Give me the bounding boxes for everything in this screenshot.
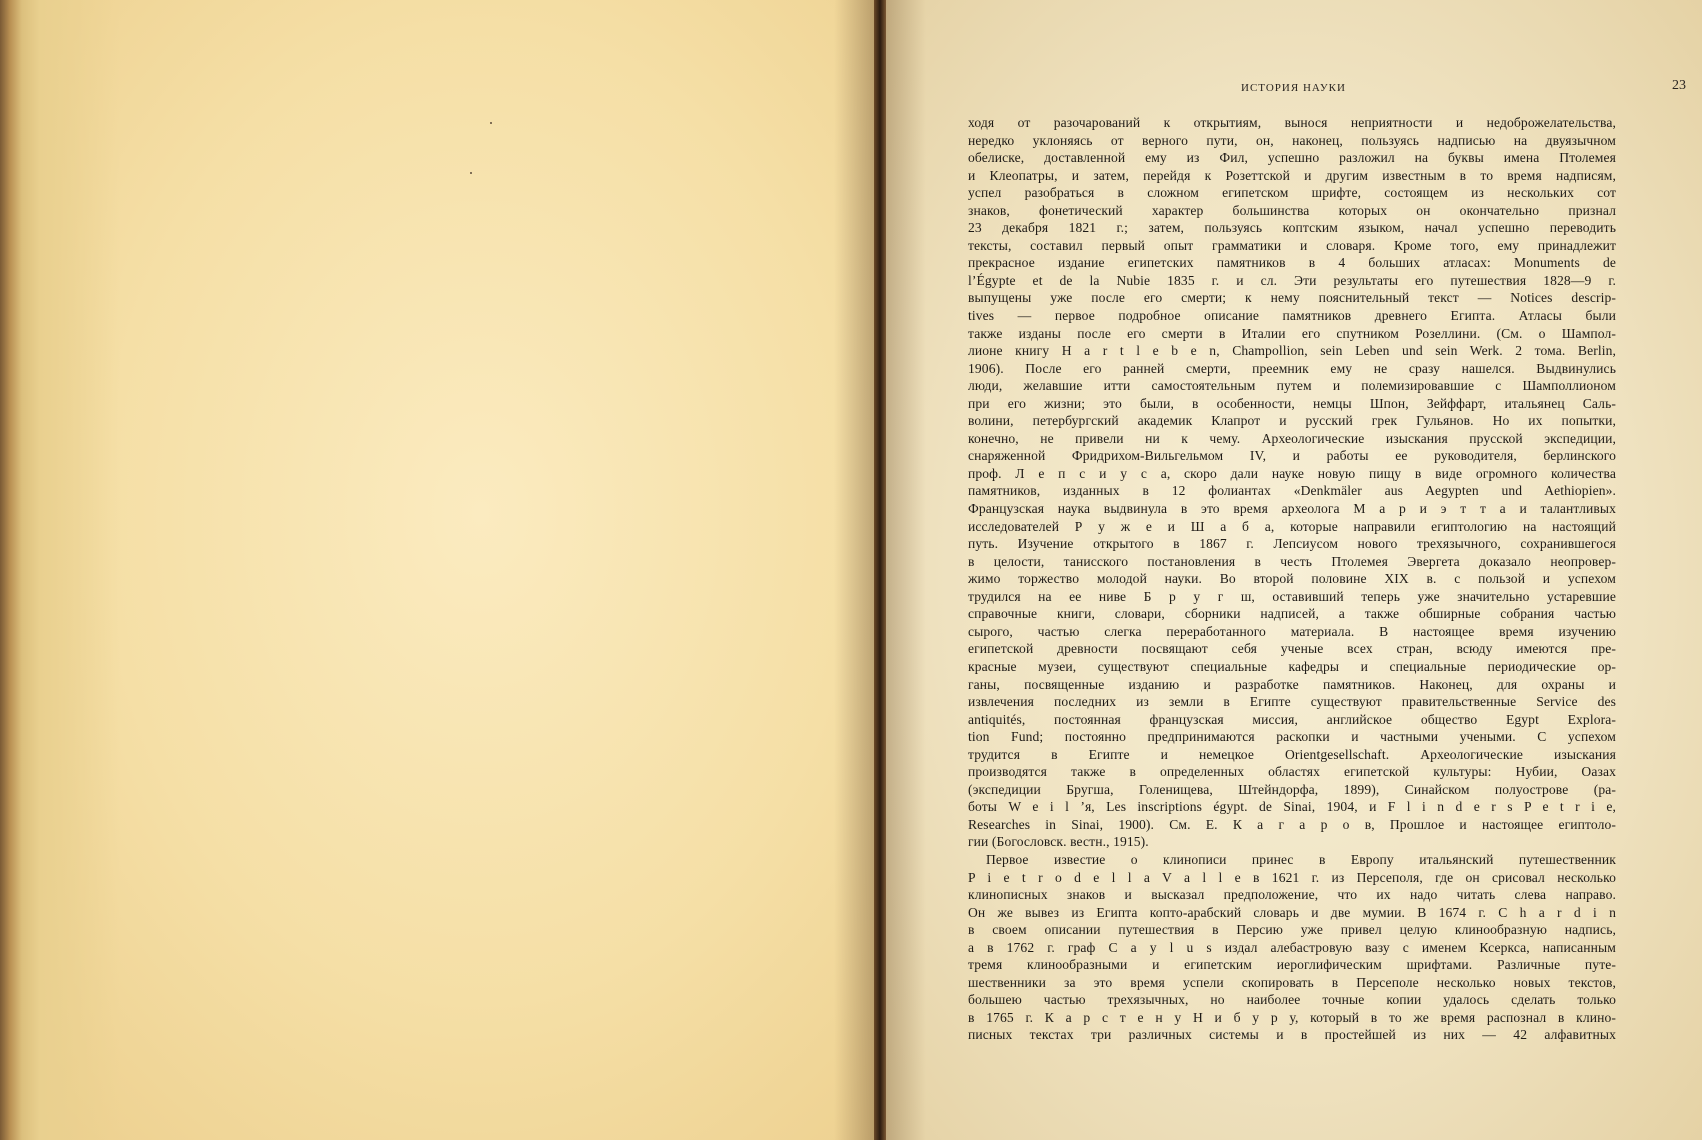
text-line: гии (Богословск. вестн., 1915). [968, 834, 1149, 850]
text-line: памятников, изданных в 12 фолиантах «Denkmäler aus Aegypten und Aethiopien». [968, 483, 1616, 499]
text-line: производятся также в определенных областях египетской культуры: Нубии, Оазах [968, 764, 1616, 780]
text-line: в целости, танисского постановления в честь Птолемея Эвергета доказало неопровер- [968, 553, 1616, 569]
text-line: жимо торжество молодой науки. Во второй половине XIX в. с пользой и успехом [968, 571, 1616, 587]
paper-speck [490, 122, 492, 124]
text-line: tives — первое подробное описание памятников древнего Египта. Атласы были [968, 308, 1616, 324]
text-line: тексты, составил первый опыт грамматики и словаря. Кроме того, ему принадлежит [968, 237, 1616, 253]
text-line: Французская наука выдвинула в это время археолога М а р и э т т а и талантливых [968, 501, 1616, 517]
text-line: проф. Л е п с и у с а, скоро дали науке новую пищу в виде огромного количества [968, 465, 1616, 481]
text-line: при его жизни; это были, в особенности, немцы Шпон, Зейффарт, итальянец Саль- [968, 395, 1616, 411]
text-line: извлечения последних из земли в Египте существуют правительственные Service des [968, 694, 1616, 710]
text-line: в 1765 г. К а р с т е н у Н и б у р у, который в то же время распознал в клино- [968, 1009, 1616, 1025]
text-line: большею частью трехязычных, но наиболее точные копии удалось сделать только [968, 992, 1616, 1008]
text-line: трудится в Египте и немецкое Orientgesellschaft. Археологические изыскания [968, 746, 1616, 762]
text-line: сырого, частью слегка переработанного материала. В настоящее время изучению [968, 623, 1616, 639]
text-line: выпущены уже после его смерти; к нему пояснительный текст — Notices descrip- [968, 290, 1616, 306]
text-line: и Клеопатры, и затем, перейдя к Розеттской и другим известным в то время надписям, [968, 167, 1616, 183]
text-line: нередко уклоняясь от верного пути, он, наконец, пользуясь надписью на двуязычном [968, 132, 1616, 148]
right-page [886, 0, 1702, 1140]
text-line: ганы, посвященные изданию и разработке памятников. Наконец, для охраны и [968, 676, 1616, 692]
text-line: в своем описании путешествия в Персию уже привел целую клинообразную надпись, [968, 922, 1616, 938]
text-line: P i e t r o d e l l a V a l l e в 1621 г. из Персеполя, где он срисовал несколько [968, 869, 1616, 885]
text-line: снаряженной Фридрихом-Вильгельмом IV, и работы ее руководителя, берлинского [968, 448, 1616, 464]
text-line: l’Égypte et de la Nubie 1835 г. и сл. Эти результаты его путешествия 1828—9 г. [968, 272, 1616, 288]
text-line: шественники за это время успели скопировать в Персеполе несколько новых текстов, [968, 974, 1616, 990]
text-line: 1906). После его ранней смерти, преемник ему не сразу нашелся. Выдвинулись [968, 360, 1616, 376]
text-line: боты W e i l ’я, Les inscriptions égypt. de Sinai, 1904, и F l i n d e r s P e t r i e, [968, 799, 1616, 815]
text-line: красные музеи, существуют специальные кафедры и специальные периодические ор- [968, 658, 1616, 674]
text-line: (экспедиции Бругша, Голенищева, Штейндорфа, 1899), Синайском полуострове (ра- [968, 781, 1616, 797]
text-line: исследователей Р у ж е и Ш а б а, которые направили египтологию на настоящий [968, 518, 1616, 534]
paper-speck [470, 172, 472, 174]
text-line: справочные книги, словари, сборники надписей, а также обширные собрания частью [968, 606, 1616, 622]
text-line: трудился на ее ниве Б р у г ш, оставивший теперь уже значительно устаревшие [968, 588, 1616, 604]
text-line: успел разобраться в сложном египетском шрифте, состоящем из нескольких сот [968, 185, 1616, 201]
text-line: лионе книгу H a r t l e b e n, Champollion, sein Leben und sein Werk. 2 тома. Berlin, [968, 343, 1616, 359]
text-line: обелиске, доставленной ему из Фил, успешно разложил на буквы имена Птолемея [968, 150, 1616, 166]
body-text [968, 114, 1616, 1044]
text-line: Первое известие о клинописи принес в Европу итальянский путешественник [986, 851, 1616, 867]
text-line: прекрасное издание египетских памятников в 4 больших атласах: Monuments de [968, 255, 1616, 271]
text-line: antiquités, постоянная французская миссия, английское общество Egypt Explora- [968, 711, 1616, 727]
text-line: конечно, не привели ни к чему. Археологические изыскания прусской экспедиции, [968, 430, 1616, 446]
text-line: Он же вывез из Египта копто-арабский словарь и две мумии. В 1674 г. C h a r d i n [968, 904, 1616, 920]
text-line: 23 декабря 1821 г.; затем, пользуясь коптским языком, начал успешно переводить [968, 220, 1616, 236]
text-line: волини, петербургский академик Клапрот и русский грек Гульянов. Но их попытки, [968, 413, 1616, 429]
text-line: Researches in Sinai, 1900). См. Е. К а г а р о в, Прошлое и настоящее египтоло- [968, 816, 1616, 832]
book-gutter [874, 0, 886, 1140]
text-line: tion Fund; постоянно предпринимаются раскопки и частными учеными. С успехом [968, 729, 1616, 745]
text-line: знаков, фонетический характер большинства которых он окончательно признал [968, 202, 1616, 218]
text-line: клинописных знаков и высказал предположение, что их надо читать слева направо. [968, 887, 1616, 903]
text-line: а в 1762 г. граф C a y l u s издал алебастровую вазу с именем Ксеркса, написанным [968, 939, 1616, 955]
text-line: ходя от разочарований к открытиям, вынося неприятности и недоброжелательства, [968, 115, 1616, 130]
text-line: люди, желавшие итти самостоятельным путем и полемизировавшие с Шамполлионом [968, 378, 1616, 394]
page-number: 23 [1672, 78, 1686, 93]
text-line: египетской древности посвящают себя ученые всех стран, всюду имеются пре- [968, 641, 1616, 657]
text-line: писных текстах три различных системы и в простейшей из них — 42 алфавитных [968, 1027, 1616, 1043]
running-head: ИСТОРИЯ НАУКИ [1241, 82, 1346, 94]
text-line: также изданы после его смерти в Италии его спутником Розеллини. (См. о Шампол- [968, 325, 1616, 341]
text-line: тремя клинообразными и египетским иероглифическим шрифтами. Различные путе- [968, 957, 1616, 973]
text-line: путь. Изучение открытого в 1867 г. Лепсиусом нового трехязычного, сохранившегося [968, 536, 1616, 552]
